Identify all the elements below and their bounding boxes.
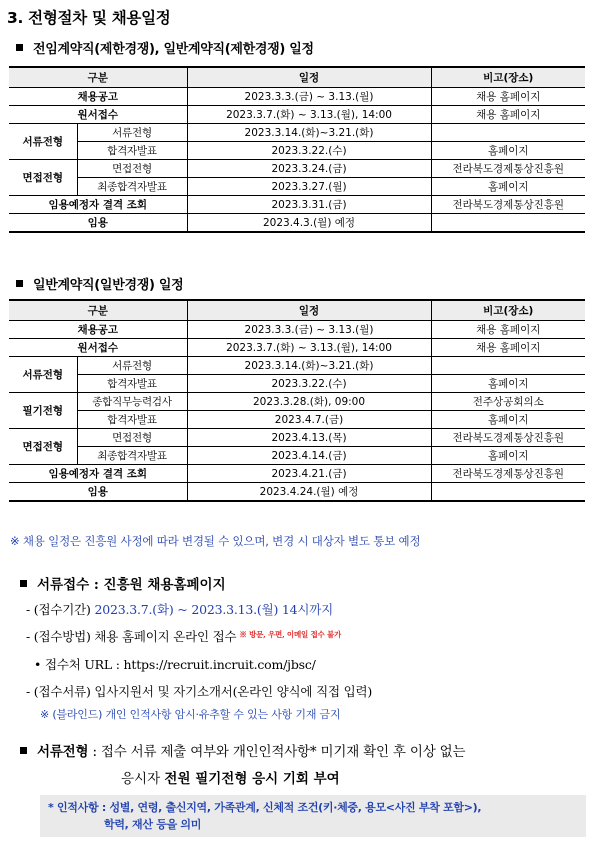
receipt-method-line xyxy=(26,627,341,645)
row-group: 필기전형 xyxy=(9,393,77,429)
row-date: 2023.3.22.(수) xyxy=(187,375,431,393)
row-group: 서류전형 xyxy=(9,124,77,160)
row-date: 2023.3.14.(화)~3.21.(화) xyxy=(187,357,431,375)
table1-title-text: 전임계약직(제한경쟁), 일반계약직(제한경쟁) 일정 xyxy=(33,42,314,57)
row-note: 홈페이지 xyxy=(431,411,585,429)
schedule-table-1 xyxy=(9,66,585,233)
row-note: 전주상공회의소 xyxy=(431,393,585,411)
table-row xyxy=(9,483,585,502)
row-group: 서류전형 xyxy=(9,357,77,393)
header-category: 구분 xyxy=(9,300,187,321)
row-category: 임용 xyxy=(9,214,187,233)
header-note: 비고(장소) xyxy=(431,300,585,321)
receipt-period-value: 2023.3.7.(화) ~ 2023.3.13.(월) 14시까지 xyxy=(94,602,334,617)
row-subcategory: 서류전형 xyxy=(77,124,187,142)
table-row xyxy=(9,142,585,160)
row-note: 전라북도경제통상진흥원 xyxy=(431,429,585,447)
doc-screening-text2-bold: 전원 필기전형 응시 기회 부여 xyxy=(164,771,340,787)
bullet-square-icon xyxy=(16,280,23,287)
row-note: 전라북도경제통상진흥원 xyxy=(431,196,585,214)
table-row xyxy=(9,393,585,411)
table-row xyxy=(9,357,585,375)
personal-info-line1: * 인적사항 : 성별, 연령, 출신지역, 가족관계, 신체적 조건(키·체중, 용모<사진 부착 포함>), xyxy=(48,801,482,814)
row-date: 2023.4.3.(월) 예정 xyxy=(187,214,431,233)
doc-screening-text2-prefix: 응시자 xyxy=(121,771,165,787)
section-title: 3. 전형절차 및 채용일정 xyxy=(7,9,171,27)
row-note xyxy=(431,357,585,375)
row-note: 채용 홈페이지 xyxy=(431,106,585,124)
personal-info-line2: 학력, 재산 등을 의미 xyxy=(104,818,202,831)
row-group: 면접전형 xyxy=(9,429,77,465)
header-category: 구분 xyxy=(9,67,187,88)
row-note: 채용 홈페이지 xyxy=(431,339,585,357)
table-row xyxy=(9,124,585,142)
receipt-method-label: - (접수방법) 채용 홈페이지 온라인 접수 xyxy=(26,629,237,644)
header-date: 일정 xyxy=(187,300,431,321)
bullet-square-icon xyxy=(20,747,27,754)
row-note: 채용 홈페이지 xyxy=(431,88,585,106)
table2-title-text: 일반계약직(일반경쟁) 일정 xyxy=(33,278,184,293)
row-date: 2023.3.27.(월) xyxy=(187,178,431,196)
receipt-period-line xyxy=(26,600,333,618)
row-date: 2023.3.14.(화)~3.21.(화) xyxy=(187,124,431,142)
table-row xyxy=(9,88,585,106)
bullet-square-icon xyxy=(20,580,27,587)
row-date: 2023.3.24.(금) xyxy=(187,160,431,178)
table-row xyxy=(9,465,585,483)
table-row xyxy=(9,429,585,447)
table-row xyxy=(9,106,585,124)
row-category: 원서접수 xyxy=(9,339,187,357)
table-row xyxy=(9,160,585,178)
row-note: 전라북도경제통상진흥원 xyxy=(431,160,585,178)
schedule-table-2 xyxy=(9,299,585,502)
doc-screening-line1 xyxy=(18,740,465,760)
receipt-period-label: - (접수기간) xyxy=(26,602,91,617)
row-note: 홈페이지 xyxy=(431,447,585,465)
row-note: 홈페이지 xyxy=(431,142,585,160)
row-note: 홈페이지 xyxy=(431,178,585,196)
row-date: 2023.3.3.(금) ~ 3.13.(월) xyxy=(187,321,431,339)
personal-info-note-box xyxy=(40,795,586,837)
row-subcategory: 최종합격자발표 xyxy=(77,178,187,196)
bullet-square-icon xyxy=(16,44,23,51)
row-date: 2023.3.22.(수) xyxy=(187,142,431,160)
doc-screening-label: 서류전형 xyxy=(37,744,89,760)
table-row xyxy=(9,375,585,393)
doc-receipt-title-text: 서류접수 : 진흥원 채용홈페이지 xyxy=(37,577,226,593)
row-note: 홈페이지 xyxy=(431,375,585,393)
row-category: 임용예정자 결격 조회 xyxy=(9,465,187,483)
row-subcategory: 합격자발표 xyxy=(77,375,187,393)
table-row xyxy=(9,214,585,233)
header-note: 비고(장소) xyxy=(431,67,585,88)
row-subcategory: 합격자발표 xyxy=(77,411,187,429)
row-subcategory: 면접전형 xyxy=(77,429,187,447)
row-category: 채용공고 xyxy=(9,88,187,106)
table-header-row xyxy=(9,300,585,321)
receipt-url-line: • 접수처 URL : https://recruit.incruit.com/jbsc/ xyxy=(34,657,316,672)
doc-receipt-title xyxy=(18,573,226,593)
table2-title xyxy=(14,274,183,293)
personal-info-note xyxy=(48,799,481,833)
row-date: 2023.3.7.(화) ~ 3.13.(월), 14:00 xyxy=(187,106,431,124)
schedule-change-note: ※ 채용 일정은 진흥원 사정에 따라 변경될 수 있으며, 변경 시 대상자 별도 통보 예정 xyxy=(10,534,421,548)
row-category: 채용공고 xyxy=(9,321,187,339)
table-row xyxy=(9,321,585,339)
row-date: 2023.3.3.(금) ~ 3.13.(월) xyxy=(187,88,431,106)
header-date: 일정 xyxy=(187,67,431,88)
row-note: 전라북도경제통상진흥원 xyxy=(431,465,585,483)
row-date: 2023.3.7.(화) ~ 3.13.(월), 14:00 xyxy=(187,339,431,357)
row-date: 2023.4.24.(월) 예정 xyxy=(187,483,431,502)
row-note xyxy=(431,483,585,502)
table-header-row xyxy=(9,67,585,88)
doc-screening-line2 xyxy=(121,767,340,787)
row-subcategory: 서류전형 xyxy=(77,357,187,375)
row-note xyxy=(431,124,585,142)
row-subcategory: 종합직무능력검사 xyxy=(77,393,187,411)
blind-note: ※ (블라인드) 개인 인적사항 암시·유추할 수 있는 사항 기재 금지 xyxy=(40,708,341,721)
row-note: 채용 홈페이지 xyxy=(431,321,585,339)
row-category: 원서접수 xyxy=(9,106,187,124)
table-row xyxy=(9,411,585,429)
row-date: 2023.3.31.(금) xyxy=(187,196,431,214)
row-subcategory: 최종합격자발표 xyxy=(77,447,187,465)
table-row xyxy=(9,339,585,357)
doc-screening-text1: : 접수 서류 제출 여부와 개인인적사항* 미기재 확인 후 이상 없는 xyxy=(92,744,466,760)
row-subcategory: 합격자발표 xyxy=(77,142,187,160)
row-date: 2023.4.7.(금) xyxy=(187,411,431,429)
row-date: 2023.4.21.(금) xyxy=(187,465,431,483)
row-date: 2023.4.13.(목) xyxy=(187,429,431,447)
row-group: 면접전형 xyxy=(9,160,77,196)
table-row xyxy=(9,178,585,196)
row-category: 임용 xyxy=(9,483,187,502)
row-category: 임용예정자 결격 조회 xyxy=(9,196,187,214)
table-row xyxy=(9,447,585,465)
receipt-docs-line: - (접수서류) 입사지원서 및 자기소개서(온라인 양식에 직접 입력) xyxy=(26,684,373,699)
row-subcategory: 면접전형 xyxy=(77,160,187,178)
receipt-method-note: ※ 방문, 우편, 이메일 접수 불가 xyxy=(239,630,342,639)
row-date: 2023.3.28.(화), 09:00 xyxy=(187,393,431,411)
table1-title xyxy=(14,38,314,57)
row-note xyxy=(431,214,585,233)
row-date: 2023.4.14.(금) xyxy=(187,447,431,465)
table-row xyxy=(9,196,585,214)
